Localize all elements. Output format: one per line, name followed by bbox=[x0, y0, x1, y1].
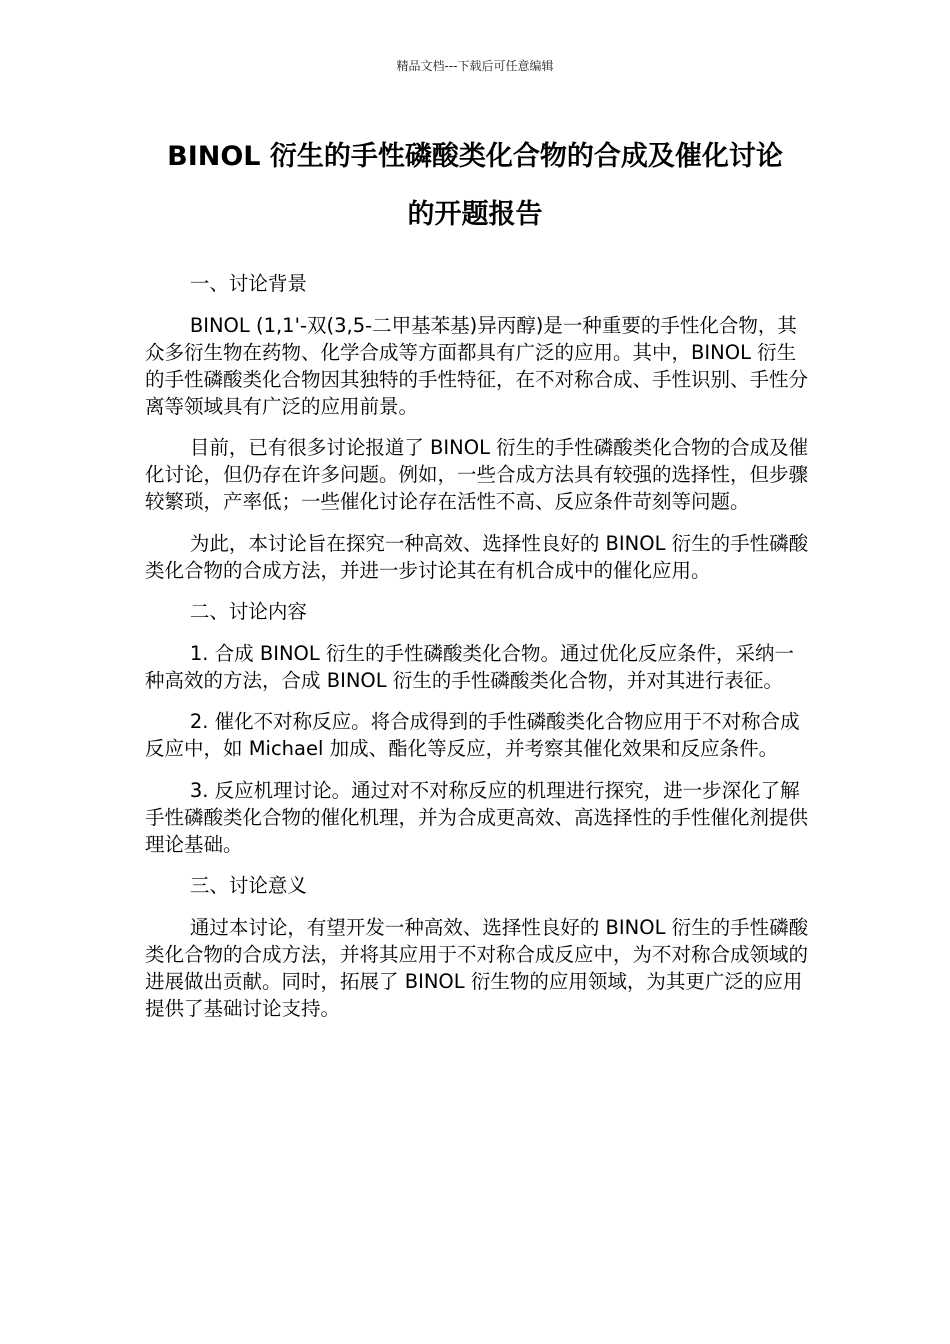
section-heading-background: 一、讨论背景 bbox=[189, 272, 307, 295]
title-line-1: BINOL 衍生的手性磷酸类化合物的合成及催化讨论 bbox=[167, 141, 783, 172]
paragraph-content-3: 3. 反应机理讨论。通过对不对称反应的机理进行探究，进一步深化了解手性磷酸类化合物的催化机理，并为合成更高效、高选择性的手性催化剂提供理论基础。 bbox=[145, 778, 809, 856]
paragraph-background-3: 为此，本讨论旨在探究一种高效、选择性良好的 BINOL 衍生的手性磷酸类化合物的合成方法，并进一步讨论其在有机合成中的催化应用。 bbox=[145, 531, 809, 582]
title-line-2: 的开题报告 bbox=[407, 199, 543, 230]
paragraph-background-1: BINOL (1,1'-双(3,5-二甲基苯基)异丙醇)是一种重要的手性化合物，其众多衍生物在药物、化学合成等方面都具有广泛的应用。其中，BINOL 衍生的手性磷酸类化合物因其独特的手性特征，在不对称合成、手性识别、手性分离等领域具有广泛的应用前景。 bbox=[145, 313, 809, 418]
paragraph-content-2: 2. 催化不对称反应。将合成得到的手性磷酸类化合物应用于不对称合成反应中，如 Michael 加成、酯化等反应，并考察其催化效果和反应条件。 bbox=[145, 710, 800, 760]
header-note: 精品文档---下载后可任意编辑 bbox=[396, 59, 554, 73]
paragraph-significance-1: 通过本讨论，有望开发一种高效、选择性良好的 BINOL 衍生的手性磷酸类化合物的合成方法，并将其应用于不对称合成反应中，为不对称合成领域的进展做出贡献。同时，拓展了 BINOL 衍生物的应用领域，为其更广泛的应用提供了基础讨论支持。 bbox=[145, 915, 809, 1020]
paragraph-content-1: 1. 合成 BINOL 衍生的手性磷酸类化合物。通过优化反应条件，采纳一种高效的方法，合成 BINOL 衍生的手性磷酸类化合物，并对其进行表征。 bbox=[145, 641, 794, 692]
section-heading-significance: 三、讨论意义 bbox=[189, 874, 307, 897]
section-heading-content: 二、讨论内容 bbox=[189, 600, 307, 623]
document-title bbox=[140, 128, 810, 244]
document-body bbox=[145, 270, 810, 1036]
paragraph-background-2: 目前，已有很多讨论报道了 BINOL 衍生的手性磷酸类化合物的合成及催化讨论，但仍存在许多问题。例如，一些合成方法具有较强的选择性，但步骤较繁琐，产率低；一些催化讨论存在活性不高、反应条件苛刻等问题。 bbox=[145, 436, 809, 513]
